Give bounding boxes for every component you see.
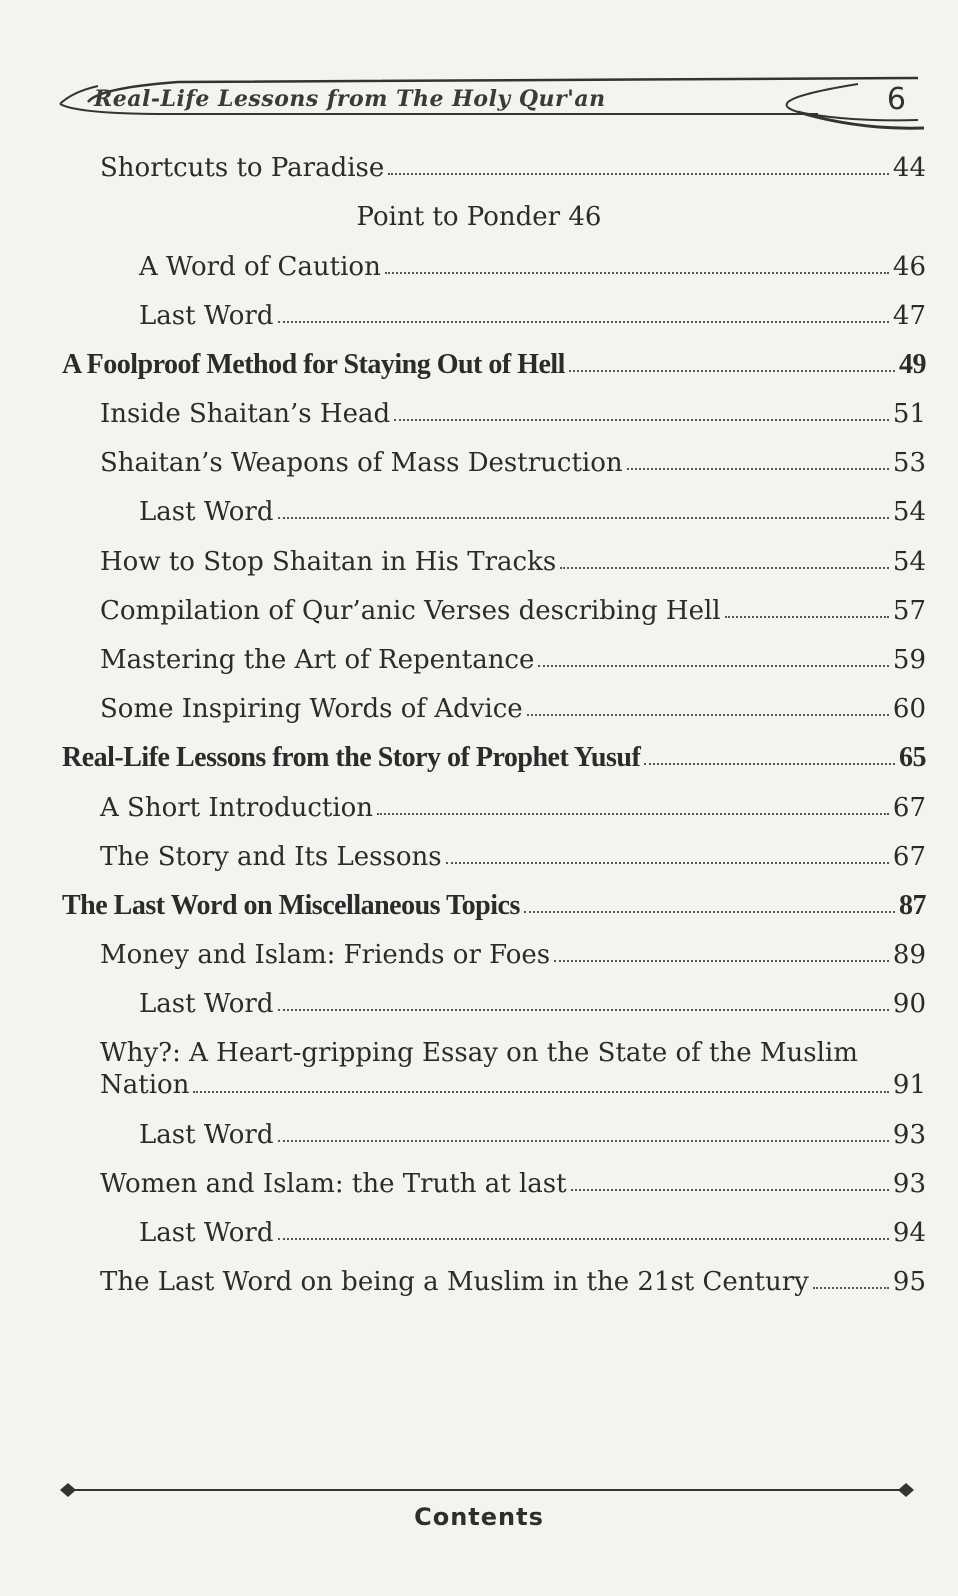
toc-entry-wrapped (100, 1037, 926, 1101)
toc-entry-title: Last Word (139, 989, 274, 1019)
toc-entry-title: Last Word (139, 301, 274, 331)
toc-entry-title: Shaitan’s Weapons of Mass Destruction (100, 448, 623, 478)
dot-leader (394, 413, 889, 421)
toc-entry (100, 153, 926, 183)
toc-entry (100, 1169, 926, 1199)
dot-leader (278, 1003, 889, 1011)
dot-leader (554, 954, 889, 962)
toc-entry-title: Last Word (139, 1218, 274, 1248)
toc-entry-page: 54 (892, 497, 926, 527)
toc-entry-title: How to Stop Shaitan in His Tracks (100, 547, 557, 577)
toc-entry (139, 989, 926, 1019)
toc-entry (139, 1218, 926, 1248)
toc-entry-title: Last Word (139, 497, 274, 527)
dot-leader (524, 905, 895, 913)
toc-entry-page: 51 (892, 399, 926, 429)
toc-entry-title: Some Inspiring Words of Advice (100, 694, 523, 724)
toc-chapter-title: A Foolproof Method for Staying Out of Hell (62, 349, 565, 380)
toc-entry-page: 95 (892, 1267, 926, 1297)
toc-entry-line2 (100, 1069, 926, 1101)
toc-entry (100, 940, 926, 970)
toc-entry (100, 448, 926, 478)
toc-entry-page: 53 (892, 448, 926, 478)
toc-entry (100, 596, 926, 626)
toc-entry-title: Mastering the Art of Repentance (100, 645, 535, 675)
page-number: 6 (886, 82, 906, 117)
toc-entry-title: Inside Shaitan’s Head (100, 399, 391, 429)
dot-leader (388, 167, 889, 175)
dot-leader (385, 266, 889, 274)
toc-entry-page: 67 (892, 842, 926, 872)
footer-label: Contents (414, 1503, 544, 1531)
toc-entry-page: 67 (892, 793, 926, 823)
footer-rule-ornament (60, 1480, 914, 1500)
toc-entry-title: Compilation of Qur’anic Verses describing Hell (100, 596, 721, 626)
toc-entry (139, 252, 926, 282)
toc-entry-page: 44 (892, 153, 926, 183)
toc-entry (100, 399, 926, 429)
toc-entry-page: 94 (892, 1218, 926, 1248)
dot-leader (560, 561, 889, 569)
toc-entry-page: 46 (892, 252, 926, 282)
dot-leader (813, 1281, 889, 1289)
dot-leader (377, 807, 889, 815)
toc-chapter (62, 743, 926, 773)
toc-entry (100, 793, 926, 823)
toc-chapter (62, 350, 926, 380)
running-header (58, 70, 926, 140)
toc-entry-title: Shortcuts to Paradise (100, 153, 385, 183)
toc-entry (100, 842, 926, 872)
dot-leader (278, 1134, 889, 1142)
toc-entry (139, 497, 926, 527)
dot-leader (571, 1183, 889, 1191)
toc-entry-page: 89 (892, 940, 926, 970)
toc-entry-page: 59 (892, 645, 926, 675)
toc-chapter-page: 87 (899, 890, 926, 921)
toc-entry-page: 60 (892, 694, 926, 724)
dot-leader (278, 315, 889, 323)
toc-chapter-page: 65 (899, 742, 926, 773)
toc-entry-page: 93 (892, 1169, 926, 1199)
dot-leader (446, 856, 889, 864)
toc-entry (100, 645, 926, 675)
toc-entry (139, 1120, 926, 1150)
toc-chapter-title: The Last Word on Miscellaneous Topics (62, 890, 520, 921)
toc-entry-title: The Story and Its Lessons (100, 842, 442, 872)
toc-chapter (62, 891, 926, 921)
toc-entry-page: 90 (892, 989, 926, 1019)
toc-entry-page: 91 (892, 1070, 926, 1100)
toc-entry-page: 54 (892, 547, 926, 577)
toc-entry-page: 47 (892, 301, 926, 331)
dot-leader (644, 757, 895, 765)
dot-leader (569, 364, 895, 372)
dot-leader (527, 708, 889, 716)
toc-chapter-title: Real-Life Lessons from the Story of Prophet Yusuf (62, 742, 641, 773)
toc-entry-title: Money and Islam: Friends or Foes (100, 940, 551, 970)
toc-entry (100, 694, 926, 724)
toc-entry-title: A Word of Caution (139, 252, 381, 282)
toc-chapter-page: 49 (899, 349, 926, 380)
toc-entry-page: 93 (892, 1120, 926, 1150)
toc-entry (139, 301, 926, 331)
toc-entry-title-line2: Nation (100, 1070, 190, 1100)
toc-entry-title: A Short Introduction (100, 793, 374, 823)
toc-entry-centered: Point to Ponder 46 (356, 202, 602, 232)
dot-leader (725, 610, 889, 618)
dot-leader (538, 659, 889, 667)
toc-entry (100, 1267, 926, 1297)
toc-entry-title: The Last Word on being a Muslim in the 21st Century (100, 1267, 809, 1297)
dot-leader (278, 511, 889, 519)
toc-entry (100, 547, 926, 577)
dot-leader (278, 1232, 889, 1240)
dot-leader (627, 462, 889, 470)
toc-entry-title: Last Word (139, 1120, 274, 1150)
header-title: Real-Life Lessons from The Holy Qur'an (94, 86, 606, 112)
toc-entry-title: Women and Islam: the Truth at last (100, 1169, 567, 1199)
dot-leader (193, 1085, 888, 1093)
toc-entry-page: 57 (892, 596, 926, 626)
toc-entry-title-line1: Why?: A Heart-gripping Essay on the State of the Muslim (100, 1038, 858, 1068)
